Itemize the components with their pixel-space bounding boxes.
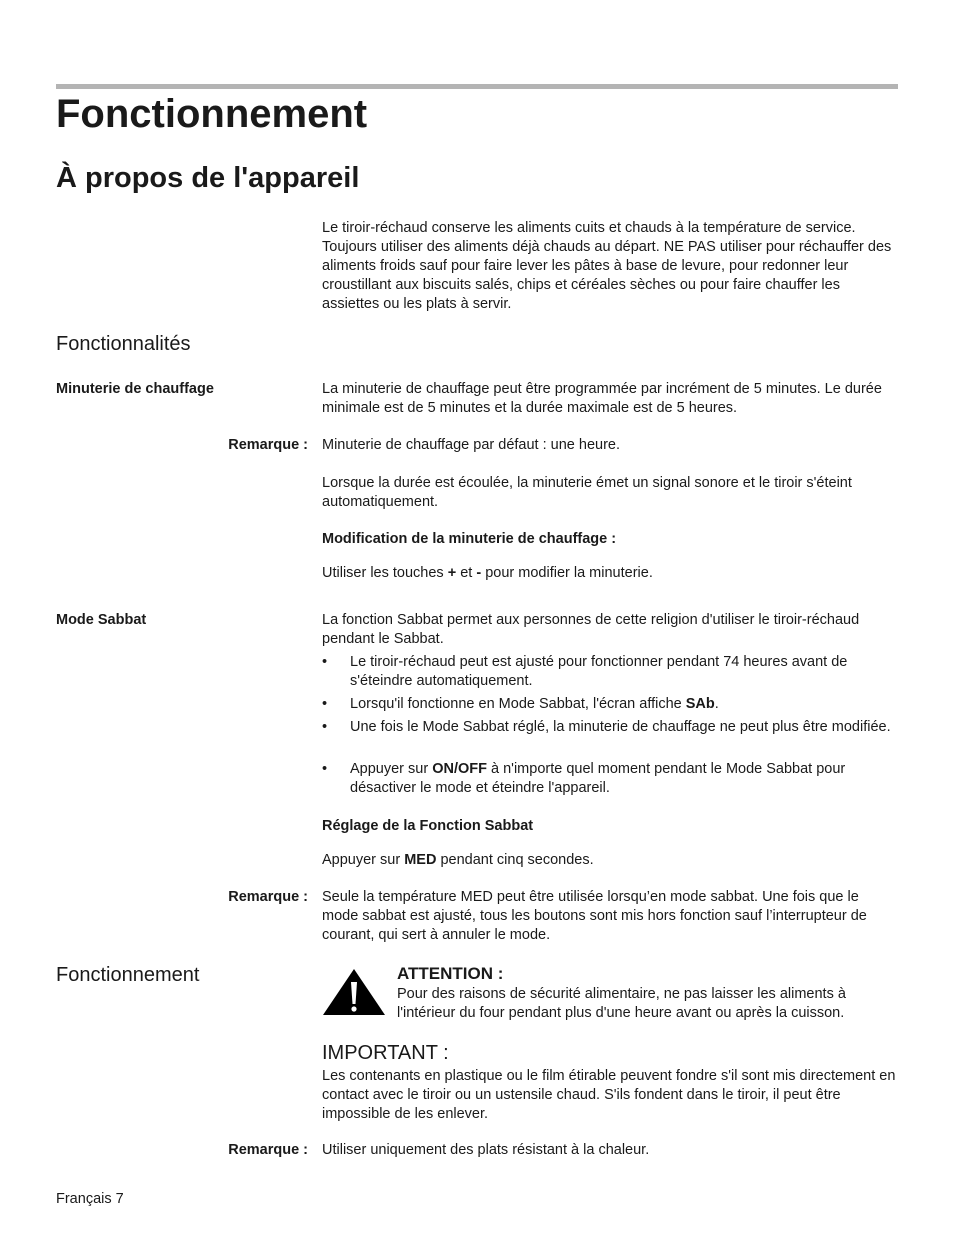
- list-item: • Le tiroir-réchaud peut est ajusté pour fonctionner pendant 74 heures avant de s'éteindre automatiquement.: [322, 654, 848, 689]
- bullet: •: [322, 761, 328, 777]
- timer-label: Minuterie de chauffage: [56, 381, 214, 397]
- attention-title: ATTENTION :: [397, 964, 504, 983]
- header-rule: [56, 84, 898, 89]
- important-title: IMPORTANT :: [322, 1042, 449, 1064]
- intro-paragraph: Le tiroir-réchaud conserve les aliments cuits et chauds à la température de service. Toujours utiliser des aliments déjà chauds au départ. NE PAS utiliser pour réchauffer des aliments froids sauf pour faire lever les pâtes à base de levure, pour redonner leur croustillant aux biscuits salés, chips et céréales sèches ou pour faire chauffer les assiettes ou les plats à servir.: [322, 220, 892, 312]
- timer-description: La minuterie de chauffage peut être programmée par incrément de 5 minutes. Le durée minimale est de 5 minutes et la durée maximale est de 5 heures.: [322, 381, 882, 416]
- warning-triangle-icon: [322, 968, 386, 1016]
- timer-note-text: Minuterie de chauffage par défaut : une heure.: [322, 437, 621, 453]
- page-number: Français 7: [56, 1191, 124, 1207]
- timer-note-label: Remarque :: [228, 437, 308, 453]
- bullet: •: [322, 696, 328, 712]
- operation-note-text: Utiliser uniquement des plats résistant à la chaleur.: [322, 1142, 650, 1158]
- list-item: • Une fois le Mode Sabbat réglé, la minuterie de chauffage ne peut plus être modifiée.: [322, 719, 891, 735]
- operation-heading: Fonctionnement: [56, 964, 200, 986]
- features-heading: Fonctionnalités: [56, 333, 191, 355]
- timer-expire-text: Lorsque la durée est écoulée, la minuterie émet un signal sonore et le tiroir s'éteint automatiquement.: [322, 475, 852, 510]
- sabbath-label: Mode Sabbat: [56, 612, 147, 628]
- bullet: •: [322, 654, 328, 670]
- attention-text: Pour des raisons de sécurité alimentaire, ne pas laisser les aliments à l'intérieur du four pendant plus d'une heure avant ou après la cuisson.: [397, 986, 846, 1021]
- section-title: À propos de l'appareil: [56, 162, 360, 194]
- list-item: • Lorsqu'il fonctionne en Mode Sabbat, l'écran affiche SAb.: [322, 696, 719, 712]
- operation-note-label: Remarque :: [228, 1142, 308, 1158]
- sabbath-setting-heading: Réglage de la Fonction Sabbat: [322, 818, 534, 834]
- sabbath-description: La fonction Sabbat permet aux personnes de cette religion d'utiliser le tiroir-réchaud pendant le Sabbat.: [322, 612, 860, 647]
- important-text: Les contenants en plastique ou le film étirable peuvent fondre s'il sont mis directement en contact avec le tiroir ou un ustensile chaud. S'ils fondent dans le tiroir, il peut être impossible de les enlever.: [322, 1068, 896, 1122]
- page-title: Fonctionnement: [56, 92, 368, 136]
- bullet: •: [322, 719, 328, 735]
- sabbath-setting-text: Appuyer sur MED pendant cinq secondes.: [322, 852, 594, 868]
- list-item: • Appuyer sur ON/OFF à n'importe quel moment pendant le Mode Sabbat pour désactiver le mode et éteindre l'appareil.: [322, 761, 846, 796]
- sabbath-note-label: Remarque :: [228, 889, 308, 905]
- timer-modify-text: Utiliser les touches + et - pour modifier la minuterie.: [322, 565, 653, 581]
- timer-modify-heading: Modification de la minuterie de chauffage :: [322, 531, 617, 547]
- sabbath-note-text: Seule la température MED peut être utilisée lorsqu’en mode sabbat. Une fois que le mode sabbat est ajusté, tous les boutons sont mis hors fonction sauf l’interrupteur de courant, qui sert à annuler le mode.: [322, 889, 867, 943]
